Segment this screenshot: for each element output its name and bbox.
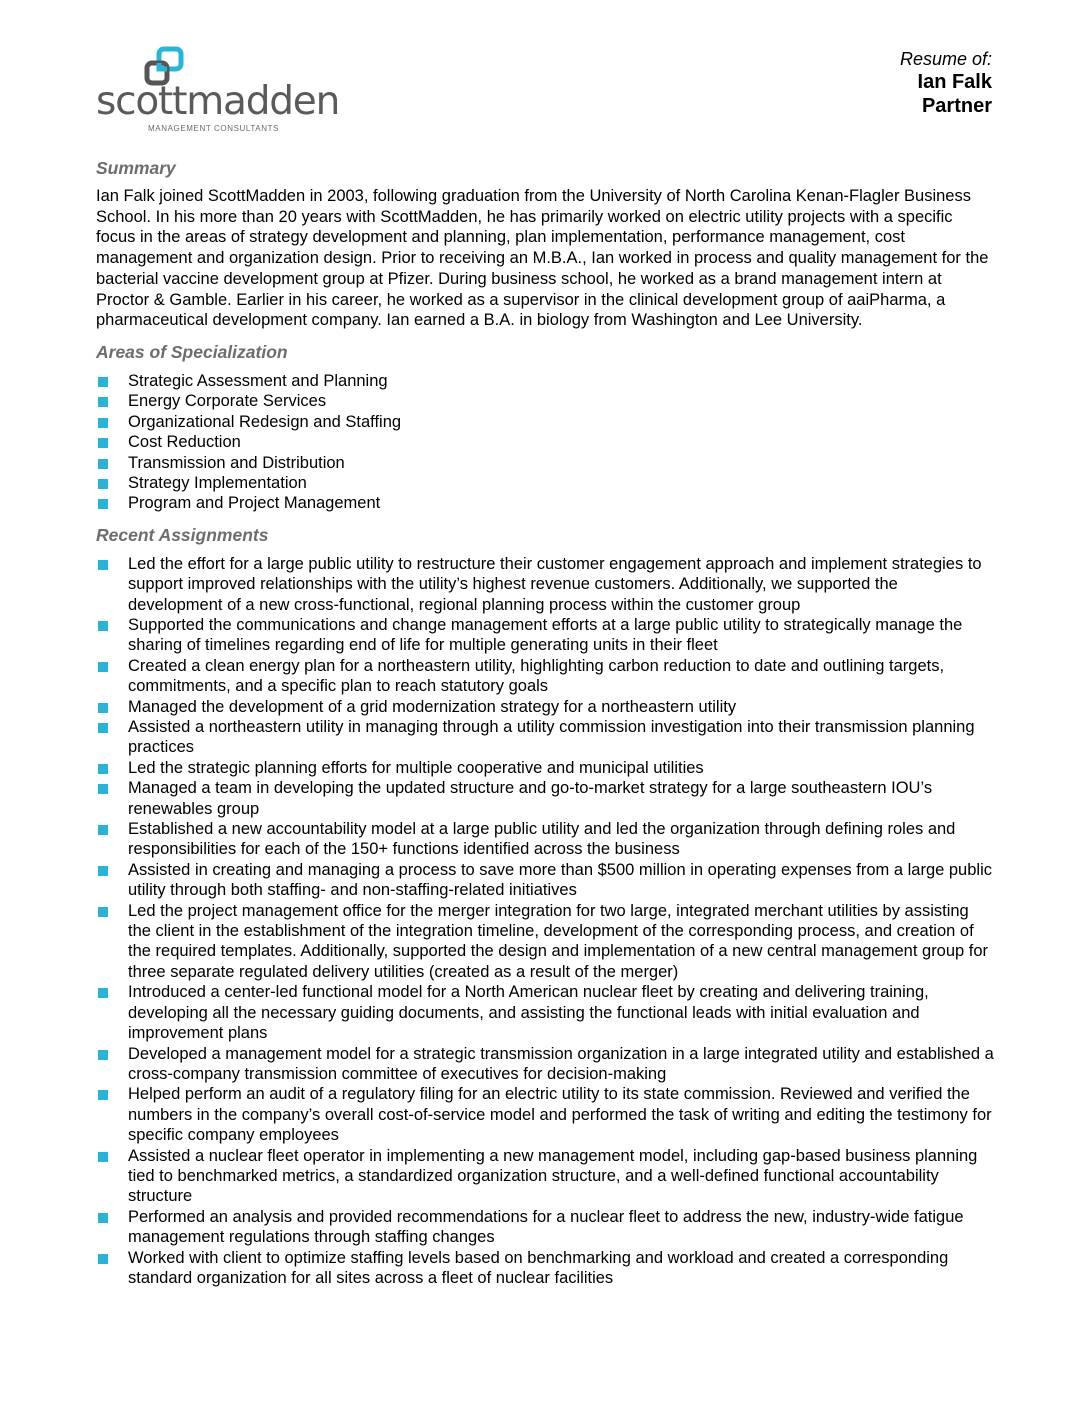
list-item: Managed the development of a grid modernization strategy for a northeastern utility	[96, 697, 996, 717]
logo-tagline: MANAGEMENT CONSULTANTS	[148, 124, 279, 133]
square-bullet-icon	[98, 377, 108, 387]
list-item: Led the strategic planning efforts for multiple cooperative and municipal utilities	[96, 758, 996, 778]
list-item: Led the effort for a large public utility to restructure their customer engagement approach and implement strategies to support improved relationships with the utility’s highest revenue customers. Additionally, we supported the development of a new cross-functional, regional planning process within the customer group	[96, 554, 996, 615]
logo-wordmark: scottmadden	[96, 79, 340, 124]
square-bullet-icon	[98, 479, 108, 489]
square-bullet-icon	[98, 1254, 108, 1264]
square-bullet-icon	[98, 459, 108, 469]
resume-body	[96, 155, 996, 1296]
assignments-heading: Recent Assignments	[96, 524, 269, 545]
square-bullet-icon	[98, 988, 108, 998]
list-item: Assisted in creating and managing a process to save more than $500 million in operating expenses from a large public utility through both staffing- and non-staffing-related initiatives	[96, 860, 996, 901]
list-item: Strategic Assessment and Planning	[96, 371, 996, 391]
square-bullet-icon	[98, 866, 108, 876]
square-bullet-icon	[98, 703, 108, 713]
square-bullet-icon	[98, 397, 108, 407]
square-bullet-icon	[98, 621, 108, 631]
resume-of-label: Resume of:	[899, 49, 992, 69]
list-item: Energy Corporate Services	[96, 391, 996, 411]
square-bullet-icon	[98, 662, 108, 672]
square-bullet-icon	[98, 1050, 108, 1060]
list-item: Strategy Implementation	[96, 473, 996, 493]
list-item: Organizational Redesign and Staffing	[96, 412, 996, 432]
square-bullet-icon	[98, 907, 108, 917]
square-bullet-icon	[98, 560, 108, 570]
summary-heading: Summary	[96, 158, 176, 178]
list-item: Supported the communications and change management efforts at a large public utility to strategically manage the sharing of timelines regarding end of life for multiple generating units in their fleet	[96, 615, 996, 656]
list-item: Established a new accountability model at a large public utility and led the organization through defining roles and responsibilities for each of the 150+ functions identified across the business	[96, 819, 996, 860]
person-name: Ian Falk	[917, 71, 992, 93]
list-item: Transmission and Distribution	[96, 453, 996, 473]
list-item: Worked with client to optimize staffing levels based on benchmarking and workload and created a corresponding standard organization for all sites across a fleet of nuclear facilities	[96, 1248, 996, 1289]
square-bullet-icon	[98, 1213, 108, 1223]
list-item: Program and Project Management	[96, 493, 996, 513]
list-item: Created a clean energy plan for a northeastern utility, highlighting carbon reduction to date and outlining targets, commitments, and a specific plan to reach statutory goals	[96, 656, 996, 697]
list-item: Helped perform an audit of a regulatory filing for an electric utility to its state commission. Reviewed and verified the numbers in the company’s overall cost-of-service model and performed the task of writing and editing the testimony for specific company employees	[96, 1084, 996, 1145]
list-item: Cost Reduction	[96, 432, 996, 452]
list-item: Assisted a northeastern utility in managing through a utility commission investigation into their transmission planning practices	[96, 717, 996, 758]
square-bullet-icon	[98, 1152, 108, 1162]
square-bullet-icon	[98, 825, 108, 835]
square-bullet-icon	[98, 784, 108, 794]
list-item: Developed a management model for a strategic transmission organization in a large integrated utility and established a cross-company transmission committee of executives for decision-making	[96, 1044, 996, 1085]
list-item: Assisted a nuclear fleet operator in implementing a new management model, including gap-based business planning tied to benchmarked metrics, a standardized organization structure, and a well-defined functional accountability structure	[96, 1146, 996, 1207]
square-bullet-icon	[98, 499, 108, 509]
assignments-list	[96, 554, 996, 1289]
company-logo	[96, 44, 340, 136]
specialization-list	[96, 371, 996, 514]
square-bullet-icon	[98, 764, 108, 774]
specialization-heading: Areas of Specialization	[96, 341, 288, 362]
list-item: Led the project management office for the merger integration for two large, integrated merchant utilities by assisting the client in the establishment of the integration timeline, development of the corresponding process, and creation of the required templates. Additionally, supported the design and implementation of a new central management group for three separate regulated delivery utilities (created as a result of the merger)	[96, 901, 996, 983]
list-item: Introduced a center-led functional model for a North American nuclear fleet by creating and delivering training, developing all the necessary guiding documents, and assisting the functional leads with initial evaluation and improvement plans	[96, 982, 996, 1043]
list-item: Managed a team in developing the updated structure and go-to-market strategy for a large southeastern IOU’s renewables group	[96, 778, 996, 819]
square-bullet-icon	[98, 1090, 108, 1100]
summary-paragraph: Ian Falk joined ScottMadden in 2003, following graduation from the University of North Carolina Kenan-Flagler Business School. In his more than 20 years with ScottMadden, he has primarily worked on electric utility projects with a specific focus in the areas of strategy development and planning, plan implementation, performance management, cost management and organization design. Prior to receiving an M.B.A., Ian worked in process and quality management for the bacterial vaccine development group at Pfizer. During business school, he worked as a brand management intern at Proctor & Gamble. Earlier in his career, he worked as a supervisor in the clinical development group of aaiPharma, a pharmaceutical development company. Ian earned a B.A. in biology from Washington and Lee University.	[96, 187, 989, 330]
person-title: Partner	[921, 95, 992, 117]
square-bullet-icon	[98, 418, 108, 428]
square-bullet-icon	[98, 438, 108, 448]
square-bullet-icon	[98, 723, 108, 733]
resume-header	[900, 48, 992, 118]
list-item: Performed an analysis and provided recommendations for a nuclear fleet to address the new, industry-wide fatigue management regulations through staffing changes	[96, 1207, 996, 1248]
